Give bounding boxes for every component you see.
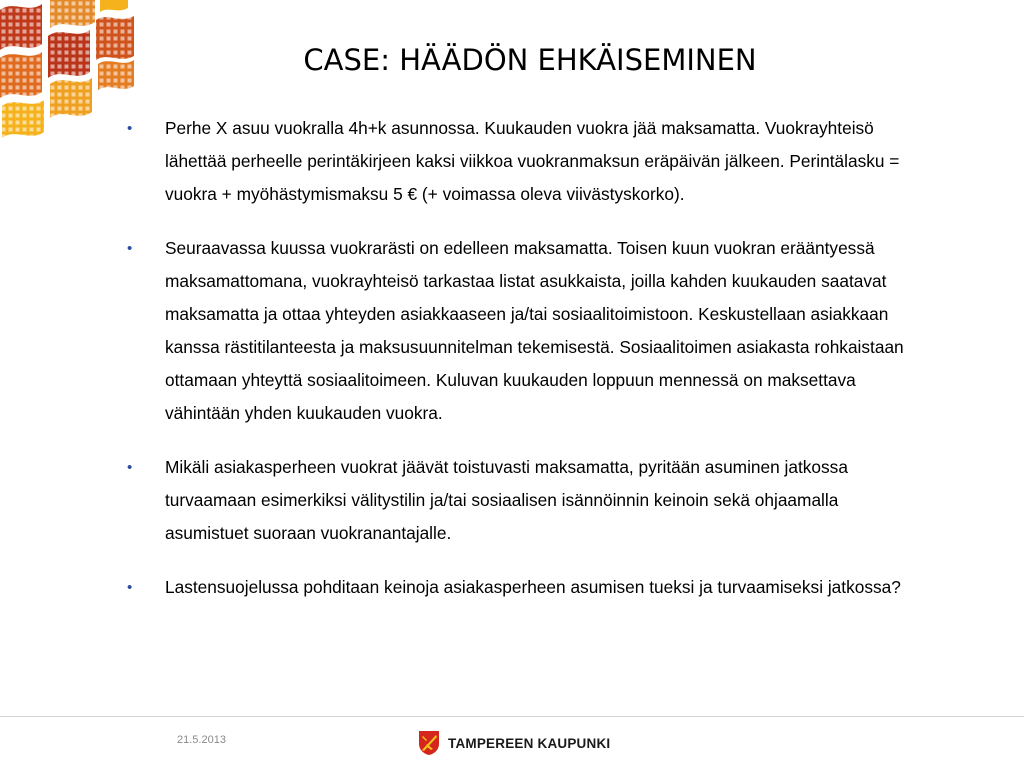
brand-name: TAMPEREEN KAUPUNKI xyxy=(448,735,611,751)
bullet-text: Lastensuojelussa pohditaan keinoja asiakasperheen asumisen tueksi ja turvaamiseksi jatkossa? xyxy=(165,577,901,597)
bullet-item xyxy=(127,571,917,604)
bullet-item xyxy=(127,451,917,550)
bullet-list xyxy=(127,112,917,625)
bullet-marker: • xyxy=(127,120,133,137)
bullet-item xyxy=(127,232,917,430)
bullet-text: Perhe X asuu vuokralla 4h+k asunnossa. Kuukauden vuokra jää maksamatta. Vuokrayhteisö lähettää perheelle perintäkirjeen kaksi viikkoa vuokranmaksun eräpäivän jälkeen. Perintälasku = vuokra + myöhästymismaksu 5 € (+ voimassa oleva viivästyskorko). xyxy=(165,118,900,204)
footer-divider xyxy=(0,716,1024,717)
footer-brand xyxy=(418,730,610,756)
tampere-wave-pattern-icon xyxy=(0,0,140,145)
bullet-marker: • xyxy=(127,240,133,257)
bullet-marker: • xyxy=(127,579,133,596)
bullet-text: Mikäli asiakasperheen vuokrat jäävät toistuvasti maksamatta, pyritään asuminen jatkossa turvaamaan esimerkiksi välitystilin ja/tai sosiaalisen isännöinnin keinoin sekä ohjaamalla asumistuet suoraan vuokranantajalle. xyxy=(165,457,848,543)
bullet-marker: • xyxy=(127,459,133,476)
tampere-coat-of-arms-icon xyxy=(418,730,440,756)
bullet-text: Seuraavassa kuussa vuokrarästi on edelleen maksamatta. Toisen kuun vuokran erääntyessä maksamattomana, vuokrayhteisö tarkastaa listat asukkaista, joilla kahden kuukauden saatavat maksamatta ja ottaa yhteyden asiakkaaseen ja/tai sosiaalitoimistoon. Keskustellaan asiakkaan kanssa rästitilanteesta ja maksusuunnitelman tekemisestä. Sosiaalitoimen asiakasta rohkaistaan ottamaan yhteyttä sosiaalitoimeen. Kuluvan kuukauden loppuun mennessä on maksettava vähintään yhden kuukauden vuokra. xyxy=(165,238,904,423)
footer-date: 21.5.2013 xyxy=(177,734,226,746)
slide-title: CASE: HÄÄDÖN EHKÄISEMINEN xyxy=(303,43,757,77)
bullet-item xyxy=(127,112,917,211)
